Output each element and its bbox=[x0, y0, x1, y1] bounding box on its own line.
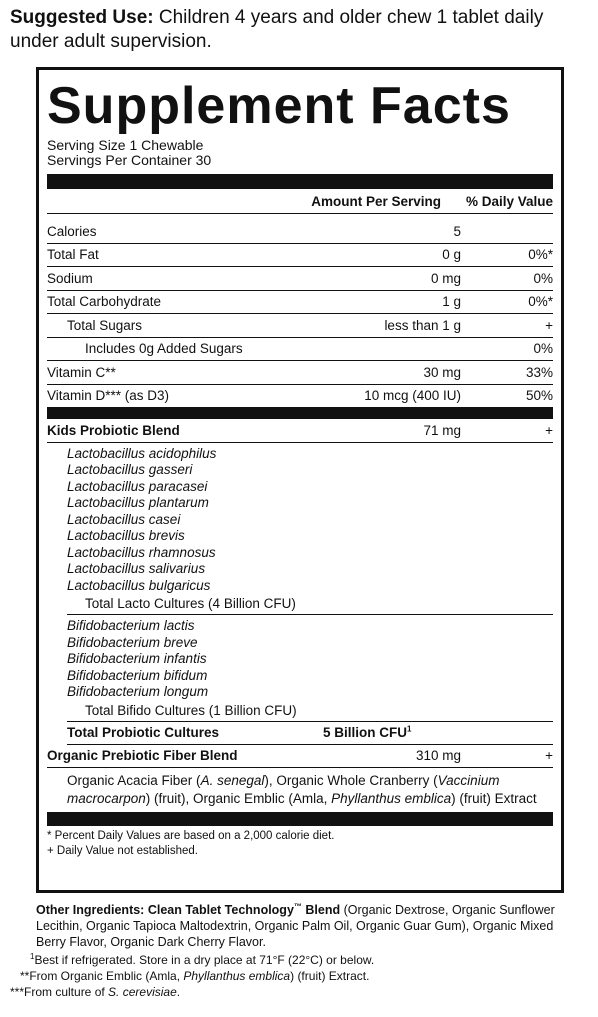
nutrient-row bbox=[47, 361, 553, 385]
header-daily-value: % Daily Value bbox=[465, 193, 553, 209]
nutrient-label: Total Fat bbox=[47, 247, 99, 263]
nutrient-amount: less than 1 g bbox=[384, 317, 461, 333]
species-item: Lactobacillus paracasei bbox=[67, 478, 208, 494]
nutrient-amount: 10 mcg (400 IU) bbox=[364, 388, 461, 404]
nutrient-dv: 0% bbox=[533, 341, 553, 357]
species-item: Lactobacillus rhamnosus bbox=[67, 544, 216, 560]
total-probiotic-sup: 1 bbox=[407, 724, 412, 734]
prebiotic-dv: + bbox=[545, 748, 553, 764]
probiotic-blend-label: Kids Probiotic Blend bbox=[47, 422, 180, 438]
nutrient-dv: 50% bbox=[525, 388, 553, 404]
lacto-total-row bbox=[67, 594, 553, 615]
nutrient-label: Calories bbox=[47, 223, 97, 239]
nutrient-label: Includes 0g Added Sugars bbox=[85, 341, 243, 357]
probiotic-blend-amount: 71 mg bbox=[423, 422, 461, 438]
total-probiotic-row bbox=[67, 722, 553, 745]
note-text: . bbox=[176, 985, 181, 999]
notes bbox=[10, 952, 570, 1000]
nutrient-dv: 0% bbox=[533, 270, 553, 286]
detail-text: ) (fruit), Organic Emblic (Amla, bbox=[145, 791, 332, 806]
nutrient-dv: 0%* bbox=[528, 247, 553, 263]
nutrient-row bbox=[47, 244, 553, 268]
note-text: **From Organic Emblic (Amla, bbox=[20, 969, 184, 983]
prebiotic-amount: 310 mg bbox=[415, 748, 461, 764]
species-item: Lactobacillus gasseri bbox=[67, 462, 193, 477]
detail-italic: Vaccinium macrocarpon bbox=[67, 773, 500, 806]
note-storage bbox=[10, 952, 570, 968]
species-item: Bifidobacterium longum bbox=[67, 684, 209, 699]
suggested-use bbox=[10, 6, 590, 54]
probiotic-blend-dv: + bbox=[545, 422, 553, 438]
species-item: Bifidobacterium lactis bbox=[67, 618, 195, 633]
suggested-use-text: Children 4 years and older chew 1 tablet daily under adult supervision. bbox=[10, 7, 544, 52]
nutrient-amount: 30 mg bbox=[423, 364, 461, 380]
panel-footnotes bbox=[47, 826, 553, 859]
species-item: Lactobacillus acidophilus bbox=[67, 445, 217, 461]
supplement-facts-panel bbox=[36, 67, 564, 893]
species-item: Bifidobacterium breve bbox=[67, 634, 198, 650]
nutrient-dv: 33% bbox=[525, 364, 553, 380]
species-item: Bifidobacterium bifidum bbox=[67, 667, 208, 683]
nutrient-row bbox=[47, 338, 553, 362]
nutrient-label: Vitamin C** bbox=[47, 364, 116, 380]
nutrient-label: Vitamin D*** (as D3) bbox=[47, 388, 170, 404]
total-probiotic-amount-wrap bbox=[323, 725, 473, 740]
nutrient-row bbox=[47, 385, 553, 408]
species-item: Lactobacillus bulgaricus bbox=[67, 577, 211, 593]
column-header bbox=[47, 189, 553, 214]
bifido-total-row bbox=[67, 701, 553, 722]
note-italic: S. cerevisiae bbox=[108, 985, 177, 999]
nutrient-label: Total Sugars bbox=[67, 317, 143, 333]
nutrient-amount: 0 mg bbox=[430, 270, 461, 286]
footnote-not-established: + Daily Value not established. bbox=[47, 845, 198, 857]
nutrient-row bbox=[47, 267, 553, 291]
suggested-use-label: Suggested Use: bbox=[10, 7, 154, 28]
bifido-total: Total Bifido Cultures (1 Billion CFU) bbox=[85, 702, 297, 718]
note-italic: Phyllanthus emblica bbox=[183, 969, 291, 983]
species-item: Lactobacillus casei bbox=[67, 511, 181, 527]
note-vitamin-d bbox=[10, 984, 570, 1000]
servings-per-container: Servings Per Container 30 bbox=[47, 152, 212, 168]
divider-bar bbox=[47, 812, 553, 826]
divider-bar bbox=[47, 407, 553, 419]
species-item: Lactobacillus brevis bbox=[67, 528, 185, 543]
nutrient-row bbox=[47, 291, 553, 315]
prebiotic-row bbox=[47, 745, 553, 769]
species-item: Lactobacillus plantarum bbox=[67, 495, 209, 510]
nutrient-label: Sodium bbox=[47, 270, 93, 286]
total-probiotic-label: Total Probiotic Cultures bbox=[67, 725, 220, 740]
nutrient-amount: 1 g bbox=[442, 294, 461, 310]
nutrient-label: Total Carbohydrate bbox=[47, 294, 162, 310]
nutrient-row bbox=[47, 220, 553, 244]
detail-italic: Phyllanthus emblica bbox=[331, 791, 452, 806]
nutrient-amount: 0 g bbox=[442, 247, 461, 263]
header-amount: Amount Per Serving bbox=[311, 193, 441, 209]
trademark: ™ bbox=[293, 901, 302, 911]
note-sup: 1 bbox=[30, 952, 35, 961]
divider-bar bbox=[47, 174, 553, 189]
total-probiotic-amount: 5 Billion CFU bbox=[323, 725, 407, 740]
nutrient-amount: 5 bbox=[453, 223, 461, 239]
other-ingredients-label: Other Ingredients: Clean Tablet Technology bbox=[36, 903, 294, 917]
note-text: Best if refrigerated. Store in a dry place at 71°F (22°C) or below. bbox=[34, 953, 375, 967]
probiotic-blend-row bbox=[47, 419, 553, 443]
lacto-total: Total Lacto Cultures (4 Billion CFU) bbox=[85, 596, 296, 611]
species-item: Lactobacillus salivarius bbox=[67, 561, 206, 576]
prebiotic-label: Organic Prebiotic Fiber Blend bbox=[47, 748, 238, 764]
detail-text: ) (fruit) Extract bbox=[451, 791, 537, 806]
detail-italic: A. senegal bbox=[200, 773, 265, 788]
detail-text: ), Organic Whole Cranberry ( bbox=[264, 773, 438, 788]
nutrient-row bbox=[47, 314, 553, 338]
serving-size: Serving Size 1 Chewable bbox=[47, 137, 204, 153]
other-ingredients-text: (Organic Dextrose, Organic Sunflower Lecithin, Organic Tapioca Maltodextrin, Organic Palm Oil, Organic Guar Gum), Organic Mixed Berry Flavor, Organic Dark Cherry Flavor. bbox=[36, 903, 555, 949]
footnote-dv: * Percent Daily Values are based on a 2,000 calorie diet. bbox=[47, 830, 335, 842]
note-text: ) (fruit) Extract. bbox=[290, 969, 370, 983]
nutrient-rows bbox=[47, 214, 553, 407]
prebiotic-detail bbox=[47, 768, 553, 812]
note-vitamin-c bbox=[10, 968, 570, 984]
panel-title: Supplement Facts bbox=[47, 77, 511, 135]
nutrient-dv: 0%* bbox=[528, 294, 553, 310]
detail-text: Organic Acacia Fiber ( bbox=[67, 773, 201, 788]
note-text: ***From culture of bbox=[10, 985, 109, 999]
other-ingredients bbox=[36, 902, 564, 950]
nutrient-dv: + bbox=[545, 317, 553, 333]
lacto-species-list bbox=[47, 443, 553, 595]
other-ingredients-label2: Blend bbox=[301, 903, 341, 917]
species-item: Bifidobacterium infantis bbox=[67, 651, 207, 666]
bifido-species-list bbox=[47, 615, 553, 701]
